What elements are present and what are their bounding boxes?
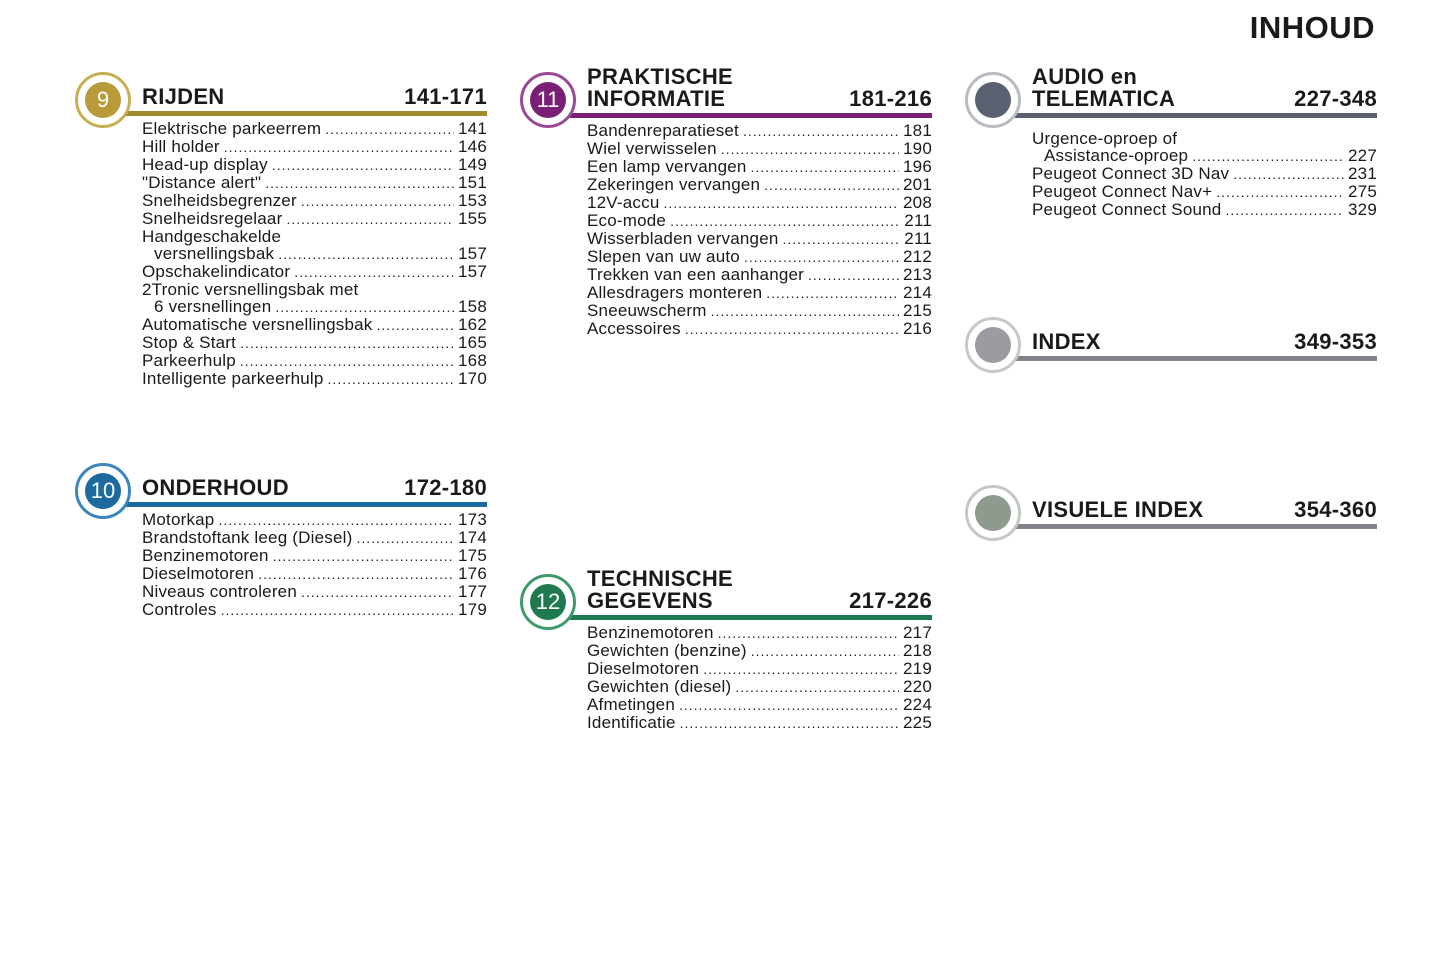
- toc-entry-line[interactable]: Urgence-oproep of: [1032, 129, 1178, 148]
- section-page-range: 181-216: [849, 86, 932, 111]
- toc-entry[interactable]: Benzinemotoren ..... 217: [587, 624, 932, 642]
- toc-entry[interactable]: Peugeot Connect Sound ..... 329: [1032, 201, 1377, 219]
- toc-entry[interactable]: Snelheidsregelaar ..... 155: [142, 210, 487, 228]
- section-page-range: 172-180: [404, 475, 487, 500]
- section-onderhoud: [90, 463, 487, 619]
- toc-entry-line[interactable]: Handgeschakelde: [142, 227, 282, 246]
- section-title: PRAKTISCHE INFORMATIE: [587, 64, 734, 111]
- toc-entry[interactable]: Stop & Start ..... 165: [142, 334, 487, 352]
- toc-entry[interactable]: Motorkap ..... 173: [142, 511, 487, 529]
- toc-entry[interactable]: Parkeerhulp ..... 168: [142, 352, 487, 370]
- toc-entry[interactable]: Zekeringen vervangen ..... 201: [587, 176, 932, 194]
- toc-entry[interactable]: Dieselmotoren ..... 219: [587, 660, 932, 678]
- toc-entry[interactable]: Assistance-oproep ..... 227: [1032, 147, 1377, 165]
- toc-entry[interactable]: Gewichten (benzine) ..... 218: [587, 642, 932, 660]
- section-divider: [122, 502, 487, 507]
- section-praktische-informatie: [536, 64, 932, 338]
- section-audio-telematica: [1032, 66, 1377, 219]
- chapter-disc: [975, 327, 1011, 363]
- section-divider: [1012, 524, 1377, 529]
- toc-entry[interactable]: Gewichten (diesel) ..... 220: [587, 678, 932, 696]
- toc-entry[interactable]: 12V-accu ..... 208: [587, 194, 932, 212]
- section-title: VISUELE INDEX: [1032, 497, 1204, 522]
- toc-entry[interactable]: 6 versnellingen ..... 158: [142, 298, 487, 316]
- toc-entry[interactable]: Bandenreparatieset ..... 181: [587, 122, 932, 140]
- toc-entry[interactable]: Accessoires ..... 216: [587, 320, 932, 338]
- section-index[interactable]: [1032, 317, 1377, 361]
- toc-entry[interactable]: Niveaus controleren ..... 177: [142, 583, 487, 601]
- toc-entry-line[interactable]: 2Tronic versnellingsbak met: [142, 280, 359, 299]
- section-title: INDEX: [1032, 329, 1101, 354]
- section-visuele-index[interactable]: [1032, 485, 1377, 529]
- chapter-badge: [965, 317, 1021, 373]
- toc-entry[interactable]: Allesdragers monteren ..... 214: [587, 284, 932, 302]
- section-divider: [567, 113, 932, 118]
- section-title: AUDIO en TELEMATICA: [1032, 64, 1176, 111]
- chapter-badge: [965, 485, 1021, 541]
- toc-entry[interactable]: Sneeuwscherm ..... 215: [587, 302, 932, 320]
- chapter-badge: [520, 574, 576, 630]
- toc-entry[interactable]: Trekken van een aanhanger ..... 213: [587, 266, 932, 284]
- toc-entry[interactable]: Eco-mode ..... 211: [587, 212, 932, 230]
- toc-entry[interactable]: Wiel verwisselen ..... 190: [587, 140, 932, 158]
- chapter-number: 9: [85, 82, 121, 118]
- section-title: RIJDEN: [142, 84, 225, 109]
- chapter-badge: [965, 72, 1021, 128]
- toc-entry[interactable]: versnellingsbak ..... 157: [142, 245, 487, 263]
- toc-entry[interactable]: Opschakelindicator ..... 157: [142, 263, 487, 281]
- chapter-number: 11: [530, 82, 566, 118]
- chapter-disc: [975, 82, 1011, 118]
- section-divider: [1012, 356, 1377, 361]
- chapter-badge: [75, 72, 131, 128]
- section-title: TECHNISCHE GEGEVENS: [587, 566, 734, 613]
- chapter-badge: [75, 463, 131, 519]
- toc-entry[interactable]: Controles ..... 179: [142, 601, 487, 619]
- chapter-badge: [520, 72, 576, 128]
- toc-entry[interactable]: Een lamp vervangen ..... 196: [587, 158, 932, 176]
- toc-entry[interactable]: Peugeot Connect 3D Nav ..... 231: [1032, 165, 1377, 183]
- section-page-range: 141-171: [404, 84, 487, 109]
- section-divider: [1012, 113, 1377, 118]
- page-title: INHOUD: [1249, 10, 1375, 45]
- toc-entry[interactable]: Snelheidsbegrenzer ..... 153: [142, 192, 487, 210]
- toc-entry[interactable]: Elektrische parkeerrem ..... 141: [142, 120, 487, 138]
- section-page-range: 349-353: [1294, 329, 1377, 354]
- toc-entry[interactable]: Dieselmotoren ..... 176: [142, 565, 487, 583]
- toc-entry[interactable]: "Distance alert" ..... 151: [142, 174, 487, 192]
- toc-entry[interactable]: Intelligente parkeerhulp ..... 170: [142, 370, 487, 388]
- toc-entry[interactable]: Brandstoftank leeg (Diesel) ..... 174: [142, 529, 487, 547]
- section-divider: [567, 615, 932, 620]
- toc-entry[interactable]: Benzinemotoren ..... 175: [142, 547, 487, 565]
- section-divider: [122, 111, 487, 116]
- toc-entry[interactable]: Afmetingen ..... 224: [587, 696, 932, 714]
- section-title: ONDERHOUD: [142, 475, 289, 500]
- chapter-number: 12: [530, 584, 566, 620]
- chapter-number: 10: [85, 473, 121, 509]
- toc-entry[interactable]: Automatische versnellingsbak ..... 162: [142, 316, 487, 334]
- chapter-disc: [975, 495, 1011, 531]
- section-technische-gegevens: [535, 566, 932, 732]
- toc-entry[interactable]: Identificatie ..... 225: [587, 714, 932, 732]
- section-page-range: 354-360: [1294, 497, 1377, 522]
- toc-entry[interactable]: Head-up display ..... 149: [142, 156, 487, 174]
- section-page-range: 227-348: [1294, 86, 1377, 111]
- section-page-range: 217-226: [849, 588, 932, 613]
- toc-entry[interactable]: Peugeot Connect Nav+ ..... 275: [1032, 183, 1377, 201]
- toc-entry[interactable]: Hill holder ..... 146: [142, 138, 487, 156]
- toc-entry[interactable]: Slepen van uw auto ..... 212: [587, 248, 932, 266]
- section-rijden: [96, 72, 487, 388]
- toc-entry[interactable]: Wisserbladen vervangen ..... 211: [587, 230, 932, 248]
